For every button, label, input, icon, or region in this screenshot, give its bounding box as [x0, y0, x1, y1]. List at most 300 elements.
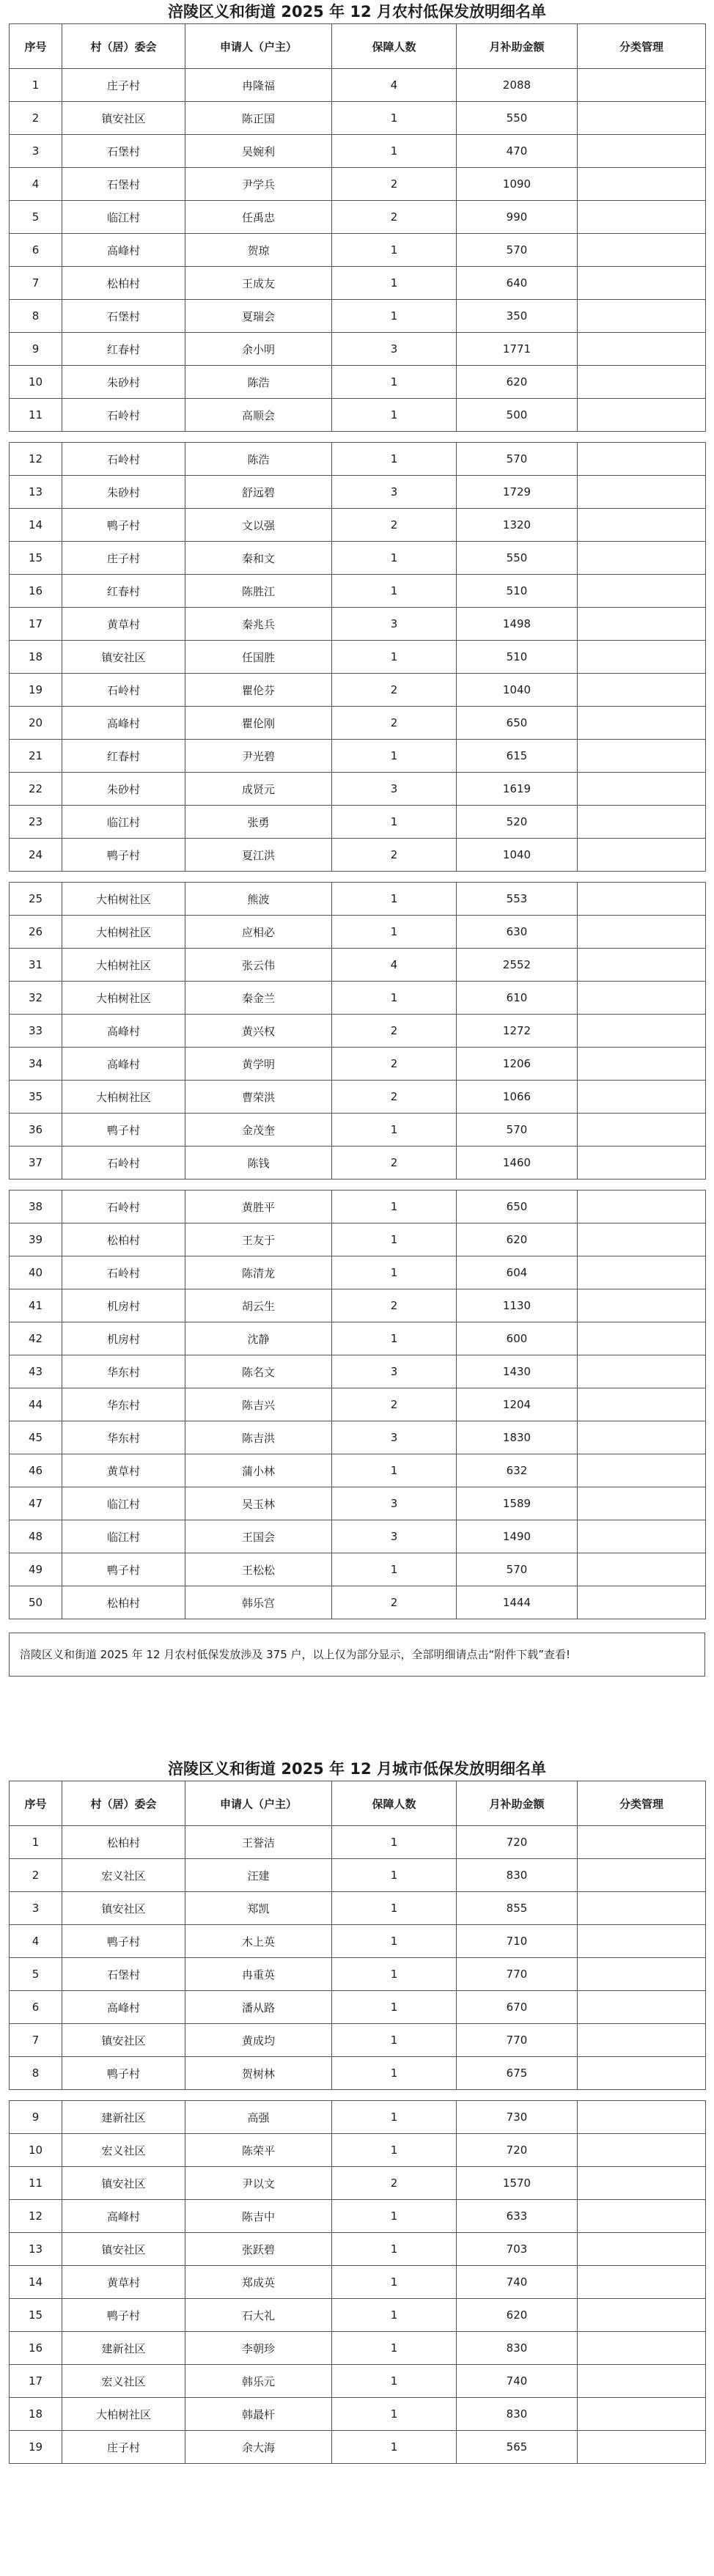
- cell-amount: 1206: [457, 1048, 578, 1081]
- cell-category: [578, 1454, 706, 1487]
- group-separator-cell: [10, 872, 706, 883]
- cell-village: 机房村: [62, 1289, 185, 1322]
- cell-village: 朱砂村: [62, 476, 185, 509]
- cell-index: 12: [10, 2200, 62, 2233]
- cell-village: 黄草村: [62, 1454, 185, 1487]
- cell-applicant: 贺树林: [185, 2057, 332, 2090]
- cell-category: [578, 1553, 706, 1586]
- cell-amount: 350: [457, 300, 578, 333]
- group-separator: [10, 1180, 706, 1191]
- cell-village: 石岭村: [62, 1147, 185, 1180]
- cell-amount: 1444: [457, 1586, 578, 1619]
- column-header-village: 村（居）委会: [62, 1781, 185, 1826]
- cell-applicant: 石大礼: [185, 2299, 332, 2332]
- cell-village: 庄子村: [62, 542, 185, 575]
- cell-village: 镇安社区: [62, 641, 185, 674]
- cell-category: [578, 1223, 706, 1256]
- cell-index: 16: [10, 2332, 62, 2365]
- cell-category: [578, 333, 706, 366]
- cell-index: 32: [10, 982, 62, 1015]
- cell-persons: 1: [332, 740, 457, 773]
- table-row: [10, 1147, 706, 1180]
- cell-applicant: 冉隆福: [185, 69, 332, 102]
- cell-applicant: 黄胜平: [185, 1191, 332, 1223]
- cell-index: 8: [10, 2057, 62, 2090]
- cell-applicant: 王誉洁: [185, 1826, 332, 1859]
- cell-village: 宏义社区: [62, 2365, 185, 2398]
- cell-persons: 2: [332, 839, 457, 872]
- cell-amount: 1066: [457, 1081, 578, 1114]
- cell-village: 石岭村: [62, 1256, 185, 1289]
- cell-persons: 2: [332, 1586, 457, 1619]
- cell-village: 大柏树社区: [62, 982, 185, 1015]
- cell-village: 镇安社区: [62, 1892, 185, 1925]
- table-row: [10, 542, 706, 575]
- table-row: [10, 366, 706, 399]
- cell-index: 20: [10, 707, 62, 740]
- cell-persons: 1: [332, 102, 457, 135]
- cell-amount: 1771: [457, 333, 578, 366]
- table-row: [10, 300, 706, 333]
- cell-village: 鸭子村: [62, 839, 185, 872]
- cell-amount: 703: [457, 2233, 578, 2266]
- cell-category: [578, 509, 706, 542]
- table-row: [10, 1826, 706, 1859]
- cell-amount: 570: [457, 1114, 578, 1147]
- cell-index: 5: [10, 201, 62, 234]
- cell-index: 31: [10, 949, 62, 982]
- table-row: [10, 916, 706, 949]
- cell-amount: 615: [457, 740, 578, 773]
- cell-applicant: 陈浩: [185, 366, 332, 399]
- cell-index: 21: [10, 740, 62, 773]
- table-row: [10, 883, 706, 916]
- cell-applicant: 陈正国: [185, 102, 332, 135]
- table-row: [10, 267, 706, 300]
- cell-village: 宏义社区: [62, 2134, 185, 2167]
- cell-applicant: 贺琼: [185, 234, 332, 267]
- cell-village: 华东村: [62, 1421, 185, 1454]
- cell-persons: 2: [332, 509, 457, 542]
- cell-index: 35: [10, 1081, 62, 1114]
- table-row: [10, 674, 706, 707]
- cell-category: [578, 2167, 706, 2200]
- cell-index: 12: [10, 443, 62, 476]
- cell-category: [578, 1991, 706, 2024]
- cell-amount: 675: [457, 2057, 578, 2090]
- cell-amount: 2552: [457, 949, 578, 982]
- cell-applicant: 陈钱: [185, 1147, 332, 1180]
- table-row: [10, 1421, 706, 1454]
- cell-village: 鸭子村: [62, 1925, 185, 1958]
- cell-index: 36: [10, 1114, 62, 1147]
- cell-village: 大柏树社区: [62, 883, 185, 916]
- cell-applicant: 王松松: [185, 1553, 332, 1586]
- urban-list-title: 涪陵区义和街道 2025 年 12 月城市低保发放明细名单: [168, 1760, 546, 1778]
- cell-persons: 1: [332, 399, 457, 432]
- cell-category: [578, 1892, 706, 1925]
- table-row: [10, 773, 706, 806]
- cell-applicant: 金茂奎: [185, 1114, 332, 1147]
- cell-applicant: 张云伟: [185, 949, 332, 982]
- cell-index: 15: [10, 2299, 62, 2332]
- column-header-category: 分类管理: [578, 24, 706, 69]
- cell-applicant: 胡云生: [185, 1289, 332, 1322]
- cell-village: 鸭子村: [62, 1114, 185, 1147]
- cell-index: 10: [10, 366, 62, 399]
- cell-amount: 1570: [457, 2167, 578, 2200]
- cell-index: 10: [10, 2134, 62, 2167]
- cell-category: [578, 1388, 706, 1421]
- table-header-row: [10, 1781, 706, 1826]
- table-row: [10, 234, 706, 267]
- cell-category: [578, 1586, 706, 1619]
- cell-village: 大柏树社区: [62, 916, 185, 949]
- table-row: [10, 2101, 706, 2134]
- cell-village: 朱砂村: [62, 773, 185, 806]
- column-header-persons: 保障人数: [332, 1781, 457, 1826]
- cell-persons: 1: [332, 1256, 457, 1289]
- cell-persons: 1: [332, 2233, 457, 2266]
- cell-amount: 770: [457, 1958, 578, 1991]
- cell-persons: 1: [332, 2398, 457, 2431]
- cell-index: 9: [10, 333, 62, 366]
- cell-applicant: 任禹忠: [185, 201, 332, 234]
- cell-index: 17: [10, 2365, 62, 2398]
- cell-index: 33: [10, 1015, 62, 1048]
- cell-village: 鸭子村: [62, 509, 185, 542]
- cell-index: 45: [10, 1421, 62, 1454]
- table-row: [10, 1958, 706, 1991]
- cell-index: 14: [10, 2266, 62, 2299]
- cell-persons: 1: [332, 1191, 457, 1223]
- cell-category: [578, 883, 706, 916]
- cell-index: 16: [10, 575, 62, 608]
- table-row: [10, 1114, 706, 1147]
- cell-index: 4: [10, 168, 62, 201]
- cell-persons: 1: [332, 2057, 457, 2090]
- cell-index: 7: [10, 267, 62, 300]
- table-row: [10, 135, 706, 168]
- cell-amount: 1619: [457, 773, 578, 806]
- table-row: [10, 2167, 706, 2200]
- cell-category: [578, 1421, 706, 1454]
- cell-amount: 610: [457, 982, 578, 1015]
- table-row: [10, 2134, 706, 2167]
- cell-village: 高峰村: [62, 2200, 185, 2233]
- cell-category: [578, 1859, 706, 1892]
- column-header-index: 序号: [10, 1781, 62, 1826]
- cell-village: 庄子村: [62, 69, 185, 102]
- cell-category: [578, 641, 706, 674]
- cell-index: 13: [10, 476, 62, 509]
- cell-index: 38: [10, 1191, 62, 1223]
- rural-table-body: [10, 69, 706, 1619]
- cell-village: 鸭子村: [62, 2057, 185, 2090]
- cell-persons: 1: [332, 2024, 457, 2057]
- cell-amount: 830: [457, 2332, 578, 2365]
- cell-applicant: 尹以文: [185, 2167, 332, 2200]
- cell-persons: 1: [332, 1958, 457, 1991]
- cell-index: 42: [10, 1322, 62, 1355]
- cell-index: 22: [10, 773, 62, 806]
- cell-index: 9: [10, 2101, 62, 2134]
- cell-index: 7: [10, 2024, 62, 2057]
- cell-index: 25: [10, 883, 62, 916]
- cell-persons: 1: [332, 1925, 457, 1958]
- table-row: [10, 575, 706, 608]
- cell-applicant: 曹荣洪: [185, 1081, 332, 1114]
- cell-applicant: 高强: [185, 2101, 332, 2134]
- cell-amount: 1272: [457, 1015, 578, 1048]
- cell-applicant: 余大海: [185, 2431, 332, 2464]
- cell-applicant: 陈吉中: [185, 2200, 332, 2233]
- cell-category: [578, 234, 706, 267]
- table-row: [10, 2200, 706, 2233]
- table-row: [10, 982, 706, 1015]
- cell-persons: 2: [332, 2167, 457, 2200]
- cell-amount: 1490: [457, 1520, 578, 1553]
- cell-amount: 855: [457, 1892, 578, 1925]
- cell-index: 11: [10, 399, 62, 432]
- cell-amount: 1498: [457, 608, 578, 641]
- cell-amount: 500: [457, 399, 578, 432]
- cell-village: 松柏村: [62, 1223, 185, 1256]
- cell-persons: 1: [332, 575, 457, 608]
- cell-amount: 1090: [457, 168, 578, 201]
- cell-village: 松柏村: [62, 1586, 185, 1619]
- cell-applicant: 吴玉林: [185, 1487, 332, 1520]
- cell-village: 机房村: [62, 1322, 185, 1355]
- cell-index: 47: [10, 1487, 62, 1520]
- cell-persons: 2: [332, 1147, 457, 1180]
- cell-index: 24: [10, 839, 62, 872]
- cell-category: [578, 1147, 706, 1180]
- cell-village: 红春村: [62, 575, 185, 608]
- group-separator: [10, 872, 706, 883]
- cell-applicant: 潘从路: [185, 1991, 332, 2024]
- cell-category: [578, 135, 706, 168]
- cell-persons: 4: [332, 949, 457, 982]
- cell-persons: 1: [332, 2200, 457, 2233]
- cell-persons: 2: [332, 674, 457, 707]
- cell-amount: 650: [457, 707, 578, 740]
- cell-category: [578, 2299, 706, 2332]
- cell-persons: 1: [332, 542, 457, 575]
- cell-applicant: 尹学兵: [185, 168, 332, 201]
- table-row: [10, 1553, 706, 1586]
- table-row: [10, 1991, 706, 2024]
- cell-persons: 1: [332, 1859, 457, 1892]
- cell-category: [578, 1081, 706, 1114]
- cell-category: [578, 1256, 706, 1289]
- cell-applicant: 陈吉兴: [185, 1388, 332, 1421]
- column-header-amount: 月补助金额: [457, 24, 578, 69]
- table-row: [10, 1223, 706, 1256]
- cell-index: 3: [10, 1892, 62, 1925]
- cell-persons: 2: [332, 1081, 457, 1114]
- cell-persons: 1: [332, 916, 457, 949]
- cell-village: 黄草村: [62, 2266, 185, 2299]
- cell-applicant: 王友于: [185, 1223, 332, 1256]
- cell-category: [578, 102, 706, 135]
- cell-persons: 3: [332, 1487, 457, 1520]
- cell-applicant: 应相必: [185, 916, 332, 949]
- cell-amount: 2088: [457, 69, 578, 102]
- cell-village: 大柏树社区: [62, 2398, 185, 2431]
- cell-village: 宏义社区: [62, 1859, 185, 1892]
- cell-index: 50: [10, 1586, 62, 1619]
- cell-applicant: 木上英: [185, 1925, 332, 1958]
- cell-index: 19: [10, 674, 62, 707]
- table-header-row: [10, 24, 706, 69]
- cell-applicant: 瞿伦芬: [185, 674, 332, 707]
- cell-persons: 3: [332, 1421, 457, 1454]
- table-row: [10, 1859, 706, 1892]
- cell-amount: 510: [457, 641, 578, 674]
- cell-category: [578, 399, 706, 432]
- cell-amount: 1040: [457, 839, 578, 872]
- cell-applicant: 熊波: [185, 883, 332, 916]
- urban-table-body: [10, 1826, 706, 2464]
- table-row: [10, 476, 706, 509]
- cell-applicant: 蒲小林: [185, 1454, 332, 1487]
- column-header-applicant: 申请人（户主）: [185, 24, 332, 69]
- cell-village: 红春村: [62, 740, 185, 773]
- cell-village: 松柏村: [62, 267, 185, 300]
- cell-persons: 2: [332, 707, 457, 740]
- cell-persons: 1: [332, 1892, 457, 1925]
- cell-persons: 2: [332, 1388, 457, 1421]
- table-row: [10, 2431, 706, 2464]
- cell-index: 26: [10, 916, 62, 949]
- cell-village: 大柏树社区: [62, 949, 185, 982]
- cell-applicant: 成贤元: [185, 773, 332, 806]
- cell-category: [578, 2057, 706, 2090]
- cell-persons: 1: [332, 1991, 457, 2024]
- cell-applicant: 夏瑞会: [185, 300, 332, 333]
- cell-village: 红春村: [62, 333, 185, 366]
- cell-village: 高峰村: [62, 707, 185, 740]
- group-separator-cell: [10, 2090, 706, 2101]
- table-row: [10, 806, 706, 839]
- cell-village: 石堡村: [62, 1958, 185, 1991]
- cell-village: 临江村: [62, 1520, 185, 1553]
- cell-index: 49: [10, 1553, 62, 1586]
- cell-persons: 1: [332, 806, 457, 839]
- cell-village: 大柏树社区: [62, 1081, 185, 1114]
- cell-category: [578, 2233, 706, 2266]
- column-header-index: 序号: [10, 24, 62, 69]
- cell-amount: 620: [457, 1223, 578, 1256]
- cell-index: 41: [10, 1289, 62, 1322]
- group-separator: [10, 432, 706, 443]
- cell-category: [578, 674, 706, 707]
- cell-amount: 730: [457, 2101, 578, 2134]
- cell-persons: 1: [332, 2332, 457, 2365]
- cell-index: 8: [10, 300, 62, 333]
- cell-category: [578, 1289, 706, 1322]
- cell-applicant: 任国胜: [185, 641, 332, 674]
- cell-persons: 1: [332, 135, 457, 168]
- cell-applicant: 郑成英: [185, 2266, 332, 2299]
- cell-amount: 553: [457, 883, 578, 916]
- cell-category: [578, 2101, 706, 2134]
- cell-index: 43: [10, 1355, 62, 1388]
- cell-persons: 1: [332, 1826, 457, 1859]
- cell-category: [578, 608, 706, 641]
- cell-village: 镇安社区: [62, 102, 185, 135]
- cell-index: 39: [10, 1223, 62, 1256]
- cell-persons: 3: [332, 333, 457, 366]
- cell-amount: 550: [457, 542, 578, 575]
- table-row: [10, 443, 706, 476]
- cell-amount: 710: [457, 1925, 578, 1958]
- table-row: [10, 2365, 706, 2398]
- cell-persons: 1: [332, 267, 457, 300]
- table-row: [10, 707, 706, 740]
- cell-index: 18: [10, 641, 62, 674]
- cell-village: 庄子村: [62, 2431, 185, 2464]
- group-separator-cell: [10, 432, 706, 443]
- cell-amount: 720: [457, 1826, 578, 1859]
- cell-applicant: 文以强: [185, 509, 332, 542]
- cell-applicant: 高顺会: [185, 399, 332, 432]
- cell-persons: 1: [332, 366, 457, 399]
- table-row: [10, 1289, 706, 1322]
- cell-village: 建新社区: [62, 2101, 185, 2134]
- table-row: [10, 2024, 706, 2057]
- cell-amount: 633: [457, 2200, 578, 2233]
- cell-persons: 2: [332, 168, 457, 201]
- cell-amount: 570: [457, 443, 578, 476]
- cell-category: [578, 806, 706, 839]
- cell-index: 23: [10, 806, 62, 839]
- cell-category: [578, 2332, 706, 2365]
- cell-amount: 630: [457, 916, 578, 949]
- cell-village: 华东村: [62, 1388, 185, 1421]
- cell-category: [578, 168, 706, 201]
- cell-persons: 1: [332, 1454, 457, 1487]
- cell-applicant: 余小明: [185, 333, 332, 366]
- table-row: [10, 839, 706, 872]
- cell-category: [578, 1322, 706, 1355]
- cell-category: [578, 1015, 706, 1048]
- cell-persons: 1: [332, 1322, 457, 1355]
- cell-village: 高峰村: [62, 1048, 185, 1081]
- cell-persons: 2: [332, 1048, 457, 1081]
- cell-index: 13: [10, 2233, 62, 2266]
- cell-persons: 1: [332, 234, 457, 267]
- cell-applicant: 陈胜江: [185, 575, 332, 608]
- cell-category: [578, 1826, 706, 1859]
- column-header-amount: 月补助金额: [457, 1781, 578, 1826]
- cell-persons: 4: [332, 69, 457, 102]
- cell-village: 华东村: [62, 1355, 185, 1388]
- cell-persons: 1: [332, 641, 457, 674]
- cell-category: [578, 2134, 706, 2167]
- cell-village: 黄草村: [62, 608, 185, 641]
- cell-applicant: 张勇: [185, 806, 332, 839]
- cell-amount: 670: [457, 1991, 578, 2024]
- cell-applicant: 冉重英: [185, 1958, 332, 1991]
- column-header-persons: 保障人数: [332, 24, 457, 69]
- table-row: [10, 1925, 706, 1958]
- table-row: [10, 2332, 706, 2365]
- cell-applicant: 韩乐元: [185, 2365, 332, 2398]
- cell-index: 40: [10, 1256, 62, 1289]
- cell-persons: 1: [332, 1114, 457, 1147]
